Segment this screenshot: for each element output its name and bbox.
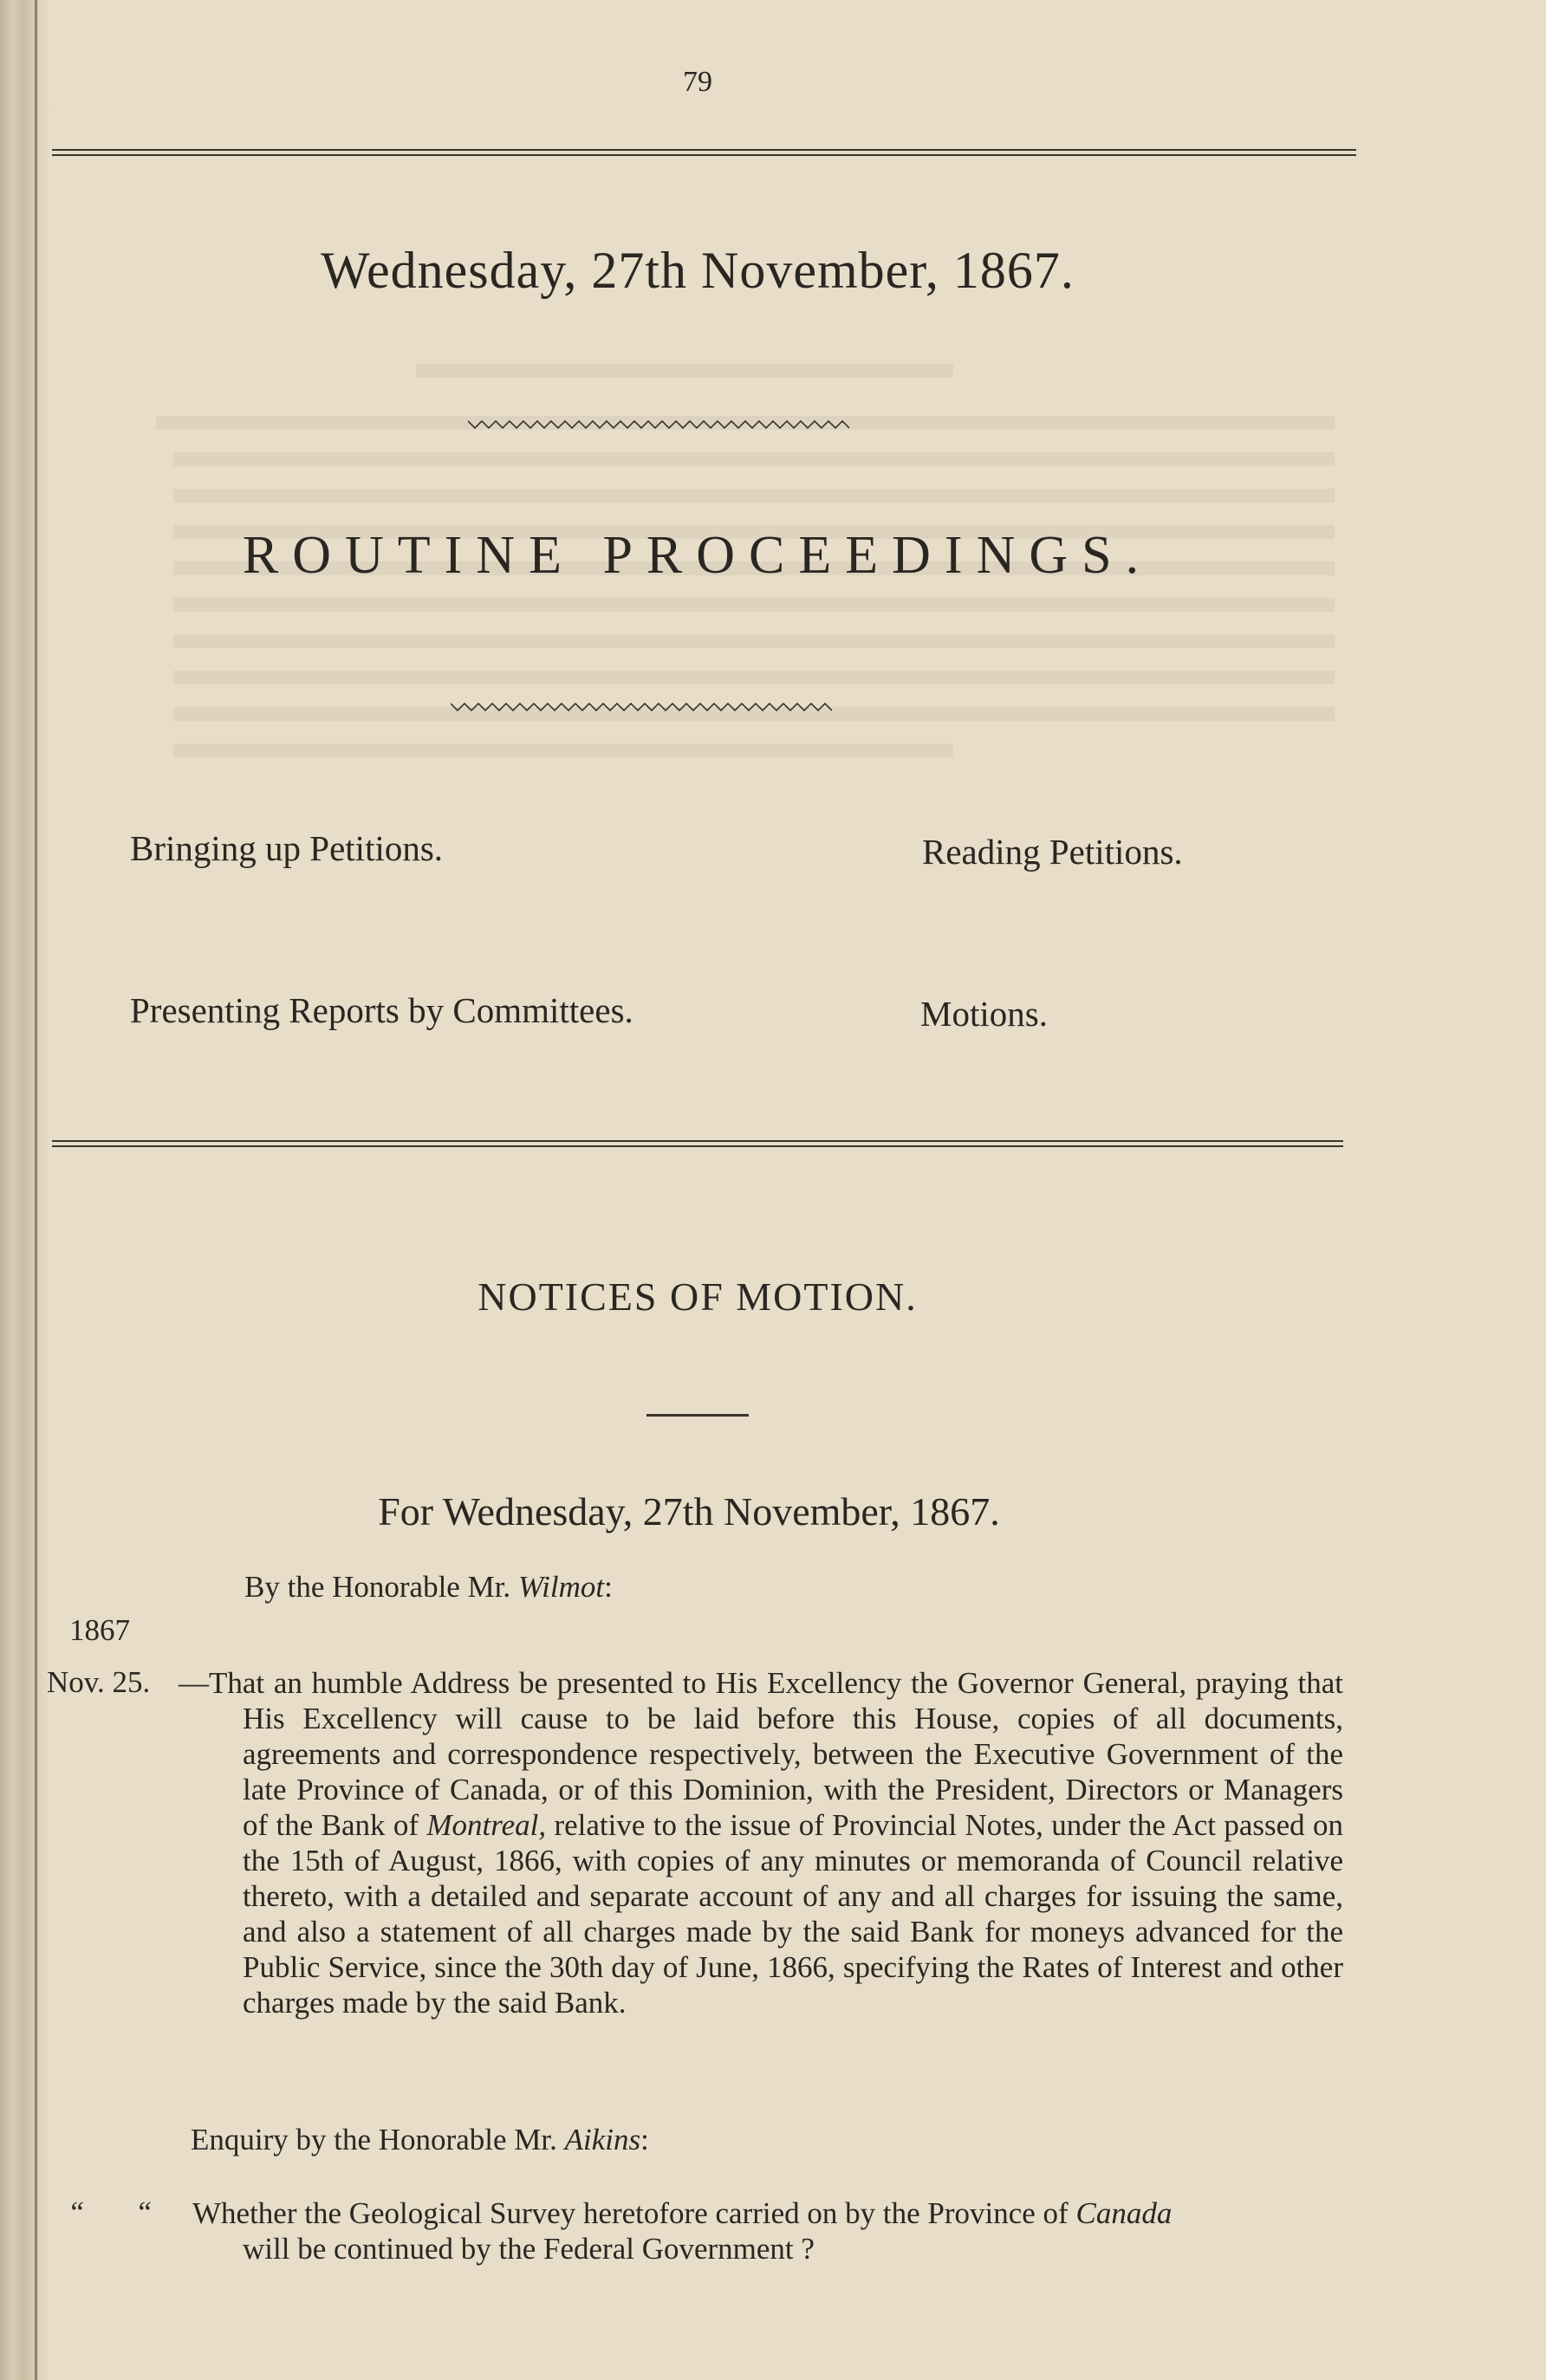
enquiry-suffix: : <box>640 2123 649 2156</box>
notice-body-text-1: —That an humble Address be presented to His Excellency the Governor General, praying that His Excellency will cause to be laid before this House, copies of all documents, agreements and correspondence respectively, between the Executive Government of the late Province of Canada, or of this Dominion, with the President, Directors or Managers of the Bank of <box>179 1666 1343 1842</box>
notice-year: 1867 <box>69 1613 130 1647</box>
short-divider-rule <box>646 1414 749 1417</box>
top-double-rule <box>52 149 1356 156</box>
notice-mover-suffix: : <box>604 1570 613 1604</box>
routine-proceedings-title: ROUTINE PROCEEDINGS. <box>242 526 1153 585</box>
notices-for-date: For Wednesday, 27th November, 1867. <box>378 1489 1000 1534</box>
routine-item-motions: Motions. <box>920 994 1048 1034</box>
enquiry-mover-line <box>191 2123 649 2157</box>
notice-body-text-2: relative to the issue of Provincial Notes, under the Act passed on the 15th of August, 1866, with copies of any minutes or memoranda of Council relative thereto, with a detailed and separate account of any and all charges for issuing the same, and also a statement of all charges made by the said Bank for moneys advanced for the Public Service, since the 30th day of June, 1866, specifying the Rates of Interest and other charges made by the said Bank. <box>243 1808 1344 2020</box>
enquiry-margin-quote: “ <box>68 2195 85 2229</box>
notice-mover-line <box>244 1570 613 1605</box>
enquiry-body-quote: “ <box>135 2195 153 2229</box>
enquiry-text-1: Whether the Geological Survey heretofore carried on by the Province of <box>192 2196 1069 2230</box>
notices-of-motion-title: NOTICES OF MOTION. <box>477 1274 918 1319</box>
notice-date: Nov. 25. <box>47 1665 151 1699</box>
notice-mover-name: Wilmot <box>517 1570 605 1604</box>
enquiry-mover-name: Aikins <box>564 2123 641 2156</box>
enquiry-body <box>189 2195 1341 2267</box>
enquiry-line-2: will be continued by the Federal Government ? <box>243 2232 815 2266</box>
wavy-ornament-bottom <box>451 700 832 712</box>
routine-item-presenting-reports: Presenting Reports by Committees. <box>130 990 633 1030</box>
notice-body <box>179 1665 1344 2020</box>
wavy-ornament-top <box>468 418 849 430</box>
enquiry-place: Canada <box>1075 2196 1172 2230</box>
routine-item-bringing-up-petitions: Bringing up Petitions. <box>130 828 444 868</box>
middle-double-rule <box>52 1140 1343 1147</box>
notice-body-place: Montreal, <box>426 1808 547 1842</box>
enquiry-prefix: Enquiry by the Honorable Mr. <box>191 2123 557 2156</box>
page-number: 79 <box>683 66 712 98</box>
date-title: Wednesday, 27th November, 1867. <box>321 242 1075 299</box>
book-binding-edge <box>0 0 50 2380</box>
routine-item-reading-petitions: Reading Petitions. <box>922 832 1183 872</box>
notice-mover-prefix: By the Honorable Mr. <box>244 1570 511 1604</box>
enquiry-line-1 <box>189 2195 1341 2231</box>
